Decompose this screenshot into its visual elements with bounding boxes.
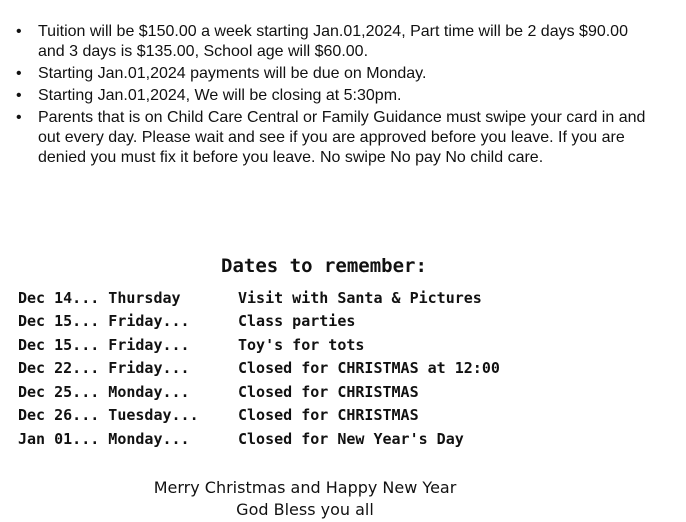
notice-text: Parents that is on Child Care Central or Family Guidance must swipe your card in and out every day. Please wait and see if you are approved before you leave. If you are denied you must fix it before you leave. No swipe No pay No child care. <box>38 109 646 166</box>
date-event: Closed for CHRISTMAS at 12:00 <box>238 359 500 378</box>
notice-text: Tuition will be $150.00 a week starting Jan.01,2024, Part time will be 2 days $90.00 and 3 days is $135.00, School age will $60.00. <box>38 23 628 60</box>
date-row <box>18 380 638 404</box>
dates-list <box>18 286 638 451</box>
notice-list <box>16 22 656 170</box>
date-day: Dec 26... Tuesday... <box>18 406 199 425</box>
bullet-icon: • <box>16 65 22 82</box>
date-day: Dec 14... Thursday <box>18 288 181 307</box>
date-event: Closed for New Year's Day <box>238 429 464 448</box>
notice-item <box>16 86 656 106</box>
date-day: Dec 15... Friday... <box>18 335 190 354</box>
date-row <box>18 333 638 357</box>
date-event: Class parties <box>238 312 356 331</box>
notice-text: Starting Jan.01,2024 payments will be due on Monday. <box>38 65 427 82</box>
closing-blessing: God Bless you all <box>236 500 374 519</box>
date-row <box>18 286 638 310</box>
notice-item <box>16 22 656 62</box>
date-row <box>18 310 638 334</box>
date-day: Jan 01... Monday... <box>18 429 190 448</box>
date-day: Dec 22... Friday... <box>18 359 190 378</box>
bullet-icon: • <box>16 87 22 104</box>
date-row <box>18 404 638 428</box>
closing-greeting: Merry Christmas and Happy New Year <box>153 478 457 497</box>
bullet-icon: • <box>16 23 22 40</box>
notice-text: Starting Jan.01,2024, We will be closing at 5:30pm. <box>38 87 402 104</box>
notice-item <box>16 108 656 168</box>
notice-item <box>16 64 656 84</box>
date-event: Closed for CHRISTMAS <box>238 382 419 401</box>
date-row <box>18 427 638 451</box>
dates-heading: Dates to remember: <box>221 255 427 277</box>
date-day: Dec 25... Monday... <box>18 382 190 401</box>
date-event: Visit with Santa & Pictures <box>238 288 482 307</box>
date-row <box>18 357 638 381</box>
date-day: Dec 15... Friday... <box>18 312 190 331</box>
date-event: Toy's for tots <box>238 335 365 354</box>
bullet-icon: • <box>16 109 22 126</box>
date-event: Closed for CHRISTMAS <box>238 406 419 425</box>
